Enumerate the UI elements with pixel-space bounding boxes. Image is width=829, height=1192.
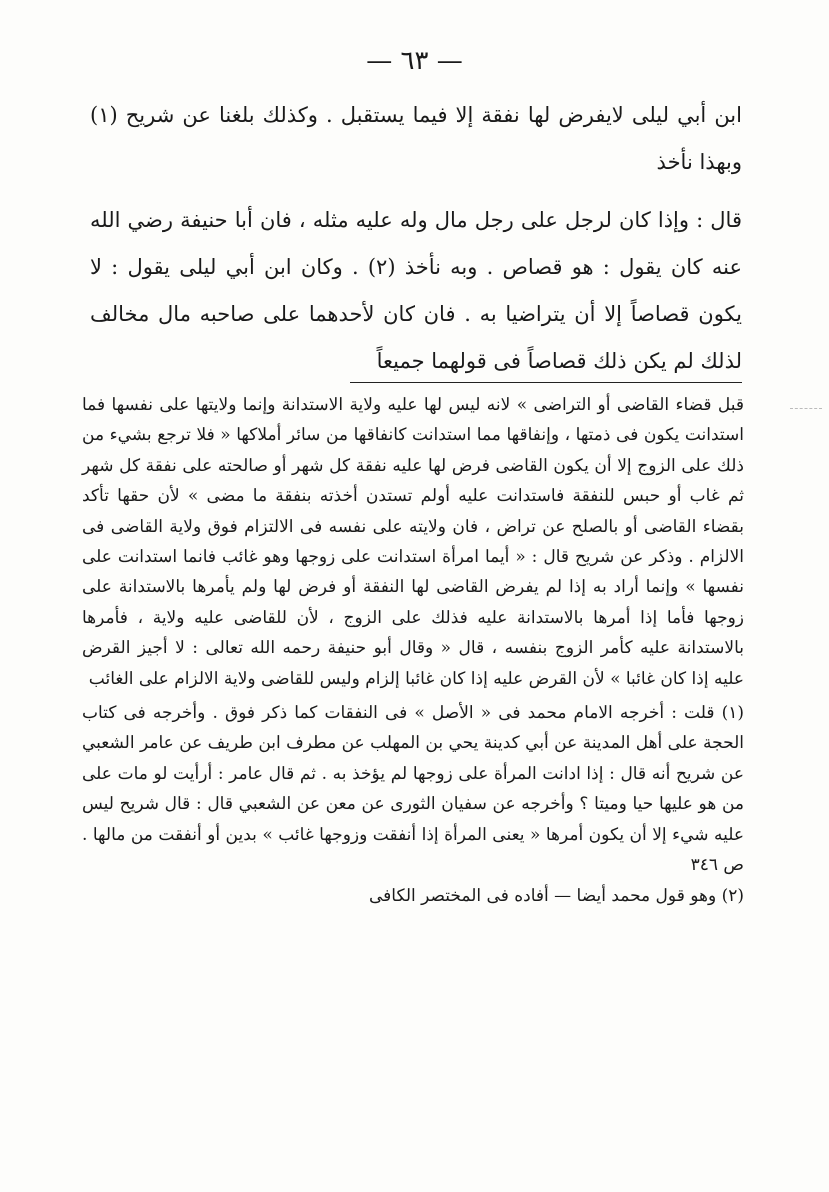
main-paragraph-1: ابن أبي ليلى لايفرض لها نفقة إلا فيما يستقبل . وكذلك بلغنا عن شريح (١) وبهذا نأخذ: [90, 103, 742, 174]
page-number: — ٦٣ —: [366, 46, 463, 76]
footnote-2: (٢) وهو قول محمد أيضا — أفاده فى المختصر الكافى: [369, 885, 744, 906]
main-text-block: [90, 92, 742, 385]
margin-mark: [790, 408, 822, 409]
footnote-commentary: قبل قضاء القاضى أو التراضى » لانه ليس لها عليه ولاية الاستدانة وإنما ولايتها على نفسها فما استدانت يكون فى ذمتها ، وإنفاقها مما استدانت كانفاقها من سائر أملاكها « فلا ترجع بشيء من ذلك على الزوج إلا أن يكون القاضى فرض لها عليه نفقة كل شهر أو صالحته على نفقة كل شهر ثم غاب أو حبس للنفقة فاستدانت عليه أولم تستدن أخذته بنفقة ما مضى » لأن حقها تأكد بقضاء القاضى أو بالصلح عن تراض ، فان ولايته على نفسه فى الالتزام فوق ولاية القاضى فى الالزام . وذكر عن شريح قال : « أيما امرأة استدانت على زوجها وهو غائب فانما استدانت على نفسها » وإنما أراد به إذا لم يفرض القاضى لها النفقة أو فرض لها ولم يأمرها بالاستدانة على زوجها فأما إذا أمرها بالاستدانة عليه فذلك على الزوج ، لأن للقاضى عليه ولاية ، فأمرها بالاستدانة عليه كأمر الزوج بنفسه ، قال « وقال أبو حنيفة رحمه الله تعالى : لا أجيز القرض عليه إذا كان غائبا » لأن القرض عليه إذا كان غائبا إلزام وليس للقاضى ولاية الالزام على الغائب: [82, 395, 744, 689]
footnote-separator-rule: [350, 382, 742, 383]
footnote-1: (١) قلت : أخرجه الامام محمد فى « الأصل » فى النفقات كما ذكر فوق . وأخرجه فى كتاب الحجة على أهل المدينة عن أبي كدينة يحي بن المهلب عن مطرف ابن طريف عن عامر الشعبي عن شريح أنه قال : إذا ادانت المرأة على زوجها لم يؤخذ به . ثم قال عامر : أرأيت لو مات على من هو عليها حيا وميتا ؟ وأخرجه عن سفيان الثورى عن معن عن الشعبي قال : قال شريح ليس عليه شيء إلا أن يكون أمرها « يعنى المرأة إذا أنفقت وزوجها غائب » بدين أو أنفقت من مالها . ص ٣٤٦: [82, 703, 744, 876]
footnotes-block: [82, 390, 744, 911]
main-paragraph-2: قال : وإذا كان لرجل على رجل مال وله عليه مثله ، فان أبا حنيفة رضي الله عنه كان يقول : هو قصاص . وبه نأخذ (٢) . وكان ابن أبي ليلى يقول : لا يكون قصاصاً إلا أن يتراضيا به . فان كان لأحدهما على صاحبه مال مخالف لذلك لم يكن ذلك قصاصاً فى قولهما جميعاً: [90, 208, 742, 373]
